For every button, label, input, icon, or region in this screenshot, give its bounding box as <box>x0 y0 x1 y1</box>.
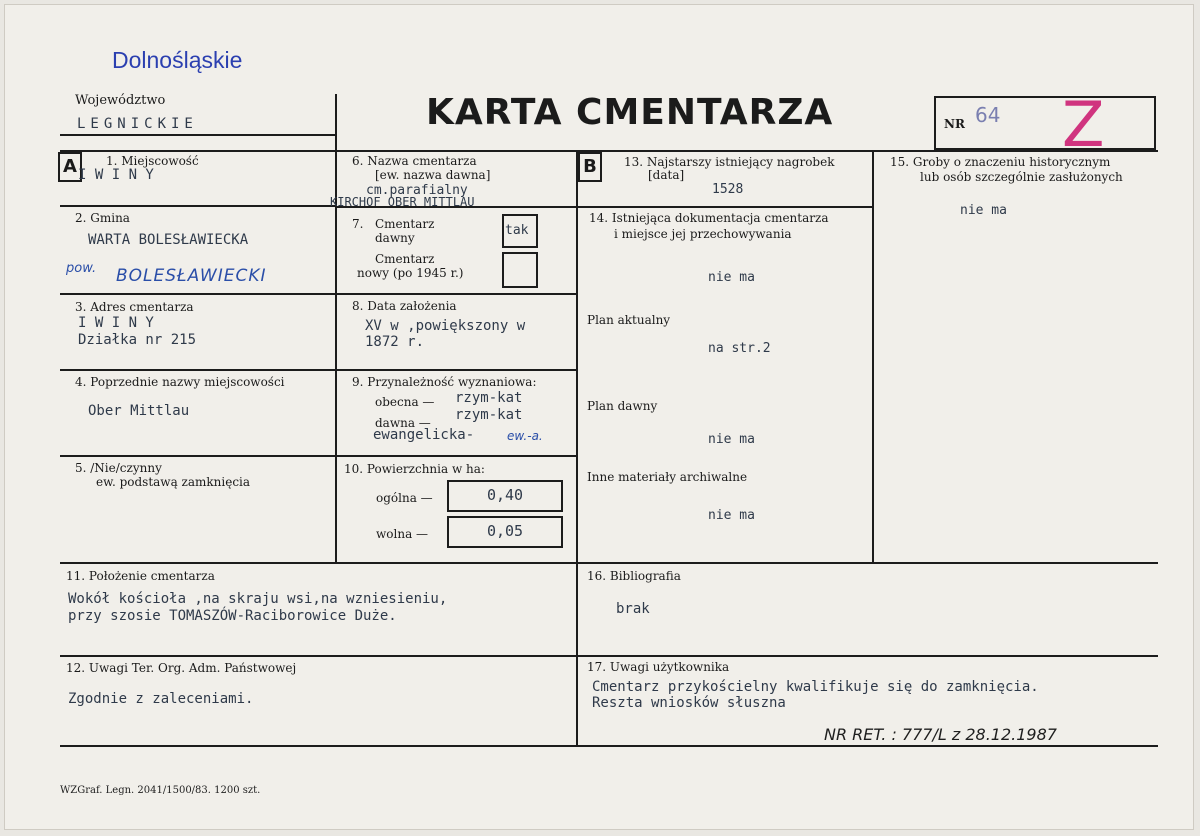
cmentarz-nowy-1: Cmentarz <box>375 252 435 266</box>
bibliografia-label: 16. Bibliografia <box>587 569 681 583</box>
cmentarz-dawny-2: dawny <box>375 231 415 245</box>
nr-value: 64 <box>975 103 1001 127</box>
plan-aktualny-label: Plan aktualny <box>587 313 671 327</box>
obecna-label: obecna — <box>375 395 435 409</box>
uwagi-ter-value: Zgodnie z zaleceniami. <box>68 691 254 707</box>
nagrobek-label-2: [data] <box>648 168 685 182</box>
rule-row5 <box>60 562 1158 564</box>
plan-dawny-value: nie ma <box>708 432 755 447</box>
rule-row1 <box>60 205 336 207</box>
nr-ref: NR RET. : 777/L z 28.12.1987 <box>824 725 1057 744</box>
ogolna-value: 0,40 <box>447 480 563 512</box>
groby-label-1: 15. Groby o znaczeniu historycznym <box>890 155 1111 169</box>
poprzednie-label: 4. Poprzednie nazwy miejscowości <box>75 375 285 389</box>
rule-row2 <box>60 293 576 295</box>
polozenie-label: 11. Położenie cmentarza <box>66 569 215 583</box>
plan-dawny-label: Plan dawny <box>587 399 658 413</box>
wolna-label: wolna — <box>376 527 429 541</box>
rule-header-left <box>60 134 336 136</box>
rule-top <box>60 150 1158 152</box>
groby-value: nie ma <box>960 203 1007 218</box>
cmentarz-dawny-value: tak <box>505 223 529 238</box>
rule-row3 <box>60 369 576 371</box>
rule-row4 <box>60 455 576 457</box>
cmentarz-dawny-1: Cmentarz <box>375 217 435 231</box>
printer-footer: WZGraf. Legn. 2041/1500/83. 1200 szt. <box>60 785 261 796</box>
powiat-prefix: pow. <box>66 261 97 276</box>
nazwa-label-2: [ew. nazwa dawna] <box>375 168 491 182</box>
nagrobek-label-1: 13. Najstarszy istniejący nagrobek <box>624 155 835 169</box>
adres-label: 3. Adres cmentarza <box>75 300 194 314</box>
data-value-1: XV w ,powiększony w <box>365 318 526 334</box>
nr-box <box>934 96 1156 150</box>
dawna-value-2: ewangelicka- <box>373 427 475 443</box>
groby-label-2: lub osób szczególnie zasłużonych <box>920 170 1123 184</box>
adres-value-2: Działka nr 215 <box>78 332 197 348</box>
obecna-value: rzym-kat <box>455 390 523 406</box>
dokumentacja-label-2: i miejsce jej przechowywania <box>614 227 792 241</box>
rule-row6 <box>60 655 1158 657</box>
dawna-hand: ew.-a. <box>507 429 543 443</box>
uwagi-ter-label: 12. Uwagi Ter. Org. Adm. Państwowej <box>66 661 297 675</box>
plan-aktualny-value: na str.2 <box>708 341 771 356</box>
adres-value-1: I W I N Y <box>78 315 154 331</box>
wojewodztwo-label: Województwo <box>75 93 166 108</box>
bibliografia-value: brak <box>616 601 650 617</box>
wolna-value: 0,05 <box>447 516 563 548</box>
gmina-value: WARTA BOLESŁAWIECKA <box>88 232 249 248</box>
rule-15-divider <box>872 150 874 562</box>
nr-label: NR <box>944 117 965 131</box>
cmentarz-num: 7. <box>352 217 364 231</box>
przynaleznosc-label: 9. Przynależność wyznaniowa: <box>352 375 537 389</box>
dawna-label: dawna — <box>375 416 431 430</box>
data-value-2: 1872 r. <box>365 334 425 350</box>
nazwa-value-2: KIRCHOF OBER MITTLAU <box>330 195 475 209</box>
polozenie-value-2: przy szosie TOMASZÓW-Raciborowice Duże. <box>68 608 397 624</box>
cmentarz-nowy-2: nowy (po 1945 r.) <box>357 266 464 280</box>
powierzchnia-label: 10. Powierzchnia w ha: <box>344 462 485 476</box>
rule-header-divider <box>335 94 337 562</box>
wojewodztwo-value: LEGNICKIE <box>77 116 198 132</box>
powiat-value: BOLESŁAWIECKI <box>116 266 267 286</box>
inne-label: Inne materiały archiwalne <box>587 470 748 484</box>
ogolna-label: ogólna — <box>376 491 433 505</box>
nazwa-value-1: cm.parafialny <box>366 183 468 198</box>
miejscowosc-label: 1. Miejscowość <box>106 154 199 168</box>
section-a-letter: A <box>58 152 82 182</box>
card-title: KARTA CMENTARZA <box>426 92 834 133</box>
rule-row1-b <box>576 206 872 208</box>
miejscowosc-value: I W I N Y <box>78 167 154 183</box>
nagrobek-value: 1528 <box>712 182 744 197</box>
rule-bottom <box>60 745 1158 747</box>
nieczynny-label-2: ew. podstawą zamknięcia <box>96 475 251 489</box>
dawna-value: rzym-kat <box>455 407 523 423</box>
nieczynny-label-1: 5. /Nie/czynny <box>75 461 162 475</box>
dokumentacja-label-1: 14. Istniejąca dokumentacja cmentarza <box>589 211 829 225</box>
uwagi-uzytkownika-label: 17. Uwagi użytkownika <box>587 660 730 674</box>
gmina-label: 2. Gmina <box>75 211 130 225</box>
polozenie-value-1: Wokół kościoła ,na skraju wsi,na wzniesieniu, <box>68 591 448 607</box>
inne-value: nie ma <box>708 508 755 523</box>
dokumentacja-value: nie ma <box>708 270 755 285</box>
poprzednie-value: Ober Mittlau <box>88 403 190 419</box>
region-stamp: Dolnośląskie <box>112 47 243 73</box>
uwagi-uzytkownika-value-1: Cmentarz przykościelny kwalifikuje się do zamknięcia. <box>592 679 1039 695</box>
cmentarz-nowy-box <box>502 252 538 288</box>
nazwa-label-1: 6. Nazwa cmentarza <box>352 154 477 168</box>
uwagi-uzytkownika-value-2: Reszta wniosków słuszna <box>592 695 786 711</box>
z-mark: Z <box>1062 88 1105 161</box>
data-label: 8. Data założenia <box>352 299 457 313</box>
section-b-letter: B <box>578 152 602 182</box>
